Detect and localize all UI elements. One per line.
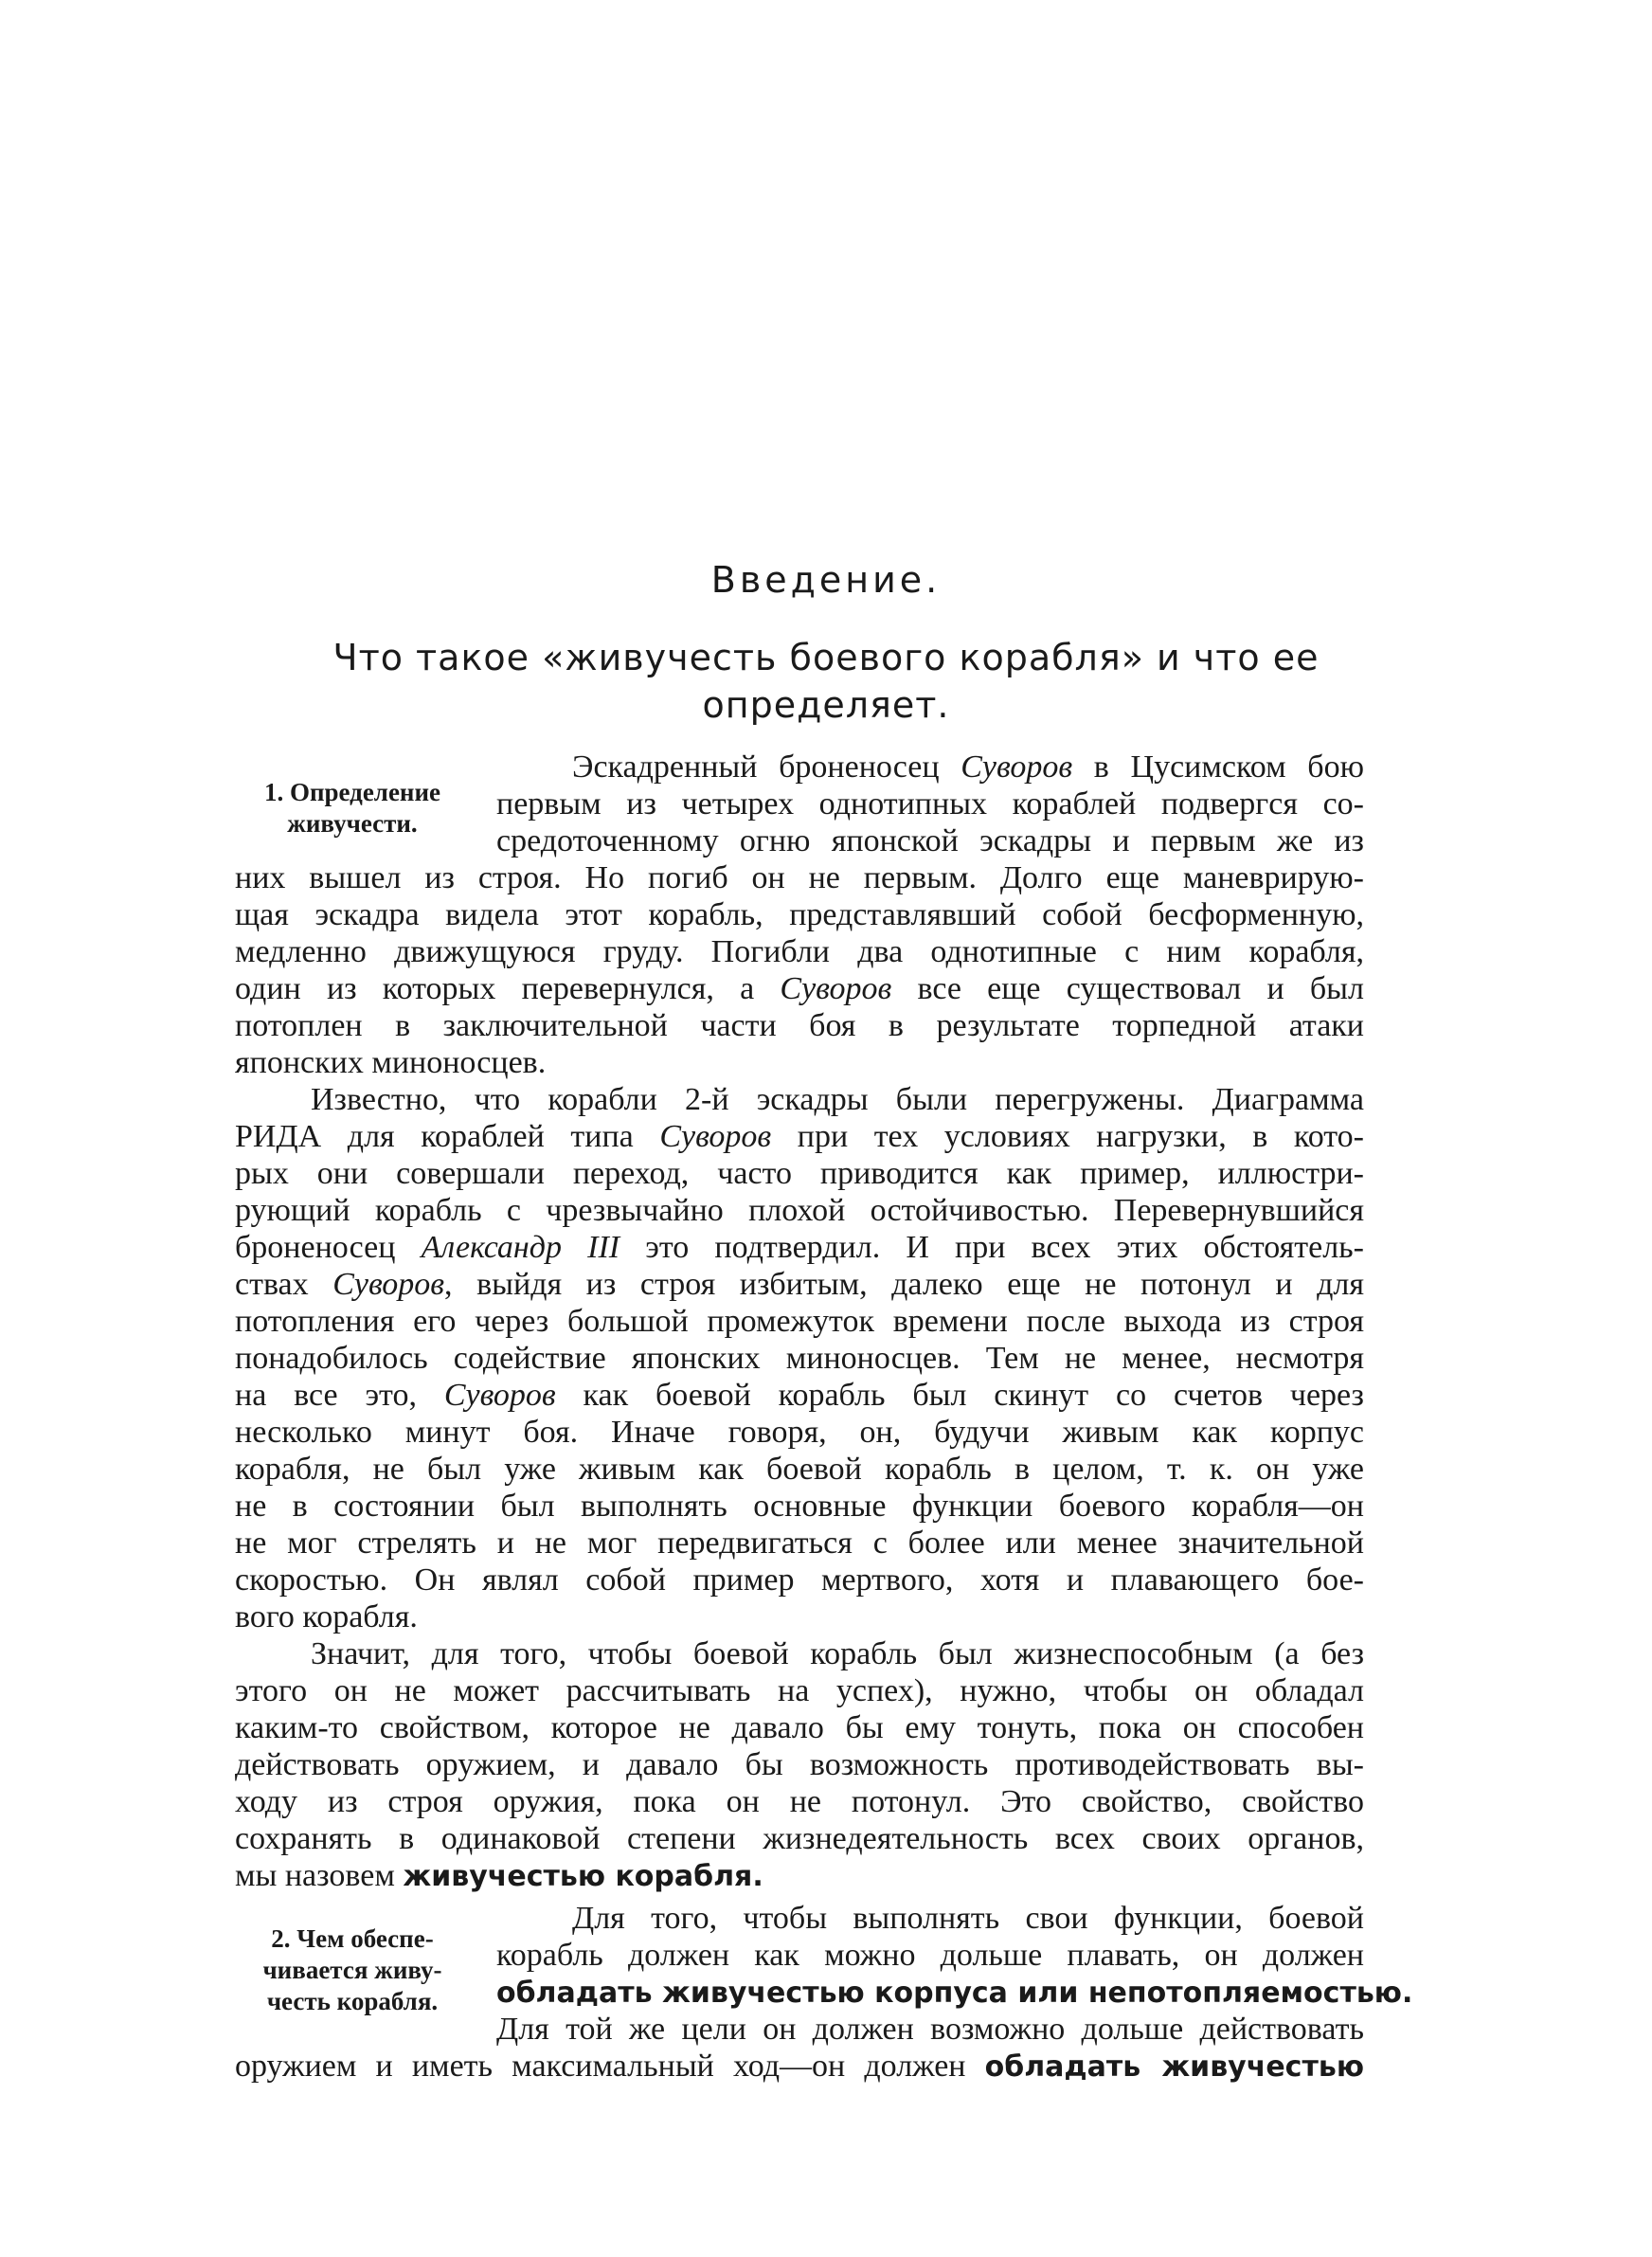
paragraph-line: средоточенному огню японской эскадры и первым же из [496,823,1364,858]
paragraph-line: первым из четырех однотипных кораблей подвергся со- [496,786,1364,822]
paragraph-line: каким-то свойством, которое не давало бы ему тонуть, пока он способен [235,1710,1364,1745]
paragraph-line: ходу из строя оружия, пока он не потонул. Это свойство, свойство [235,1784,1364,1819]
paragraph-line: рующий корабль с чрезвычайно плохой остойчивостью. Перевернувшийся [235,1193,1364,1228]
paragraph-line: ствах Суворов, выйдя из строя избитым, далеко еще не потонул и для [235,1267,1364,1302]
bold-term: обладать живучестью [984,2050,1364,2084]
sidenote-line: чивается живу- [262,1956,442,1984]
paragraph-line: на все это, Суворов как боевой корабль был скинут со счетов через [235,1378,1364,1413]
paragraph-line: не в состоянии был выполнять основные функции боевого корабля—он [235,1489,1364,1524]
paragraph-line: Значит, для того, чтобы боевой корабль был жизнеспособным (а без [311,1636,1364,1671]
sidenote-line: честь корабля. [266,1987,439,2015]
bold-term: живучестью корабля. [403,1860,763,1893]
paragraph-line: мы назовем живучестью корабля. [235,1858,763,1893]
paragraph-line: один из которых перевернулся, а Суворов все еще существовал и был [235,971,1364,1006]
section-heading: Введение. [710,559,942,601]
paragraph-line: потопления его через большой промежуток времени после выхода из строя [235,1304,1364,1339]
paragraph-line [496,1974,1413,2012]
paragraph-line: японских миноносцев. [235,1045,547,1080]
bold-term: обладать живучестью корпуса или непотопляемостью. [496,1977,1413,2010]
paragraph-line: действовать оружием, и давало бы возможность противодействовать вы- [235,1747,1364,1782]
paragraph-line: рых они совершали переход, часто приводится как пример, иллюстри- [235,1156,1364,1191]
paragraph-line: РИДА для кораблей типа Суворов при тех условиях нагрузки, в кото- [235,1119,1364,1154]
paragraph-line: корабля, не был уже живым как боевой корабль в целом, т. к. он уже [235,1452,1364,1487]
paragraph-line: Известно, что корабли 2-й эскадры были перегружены. Диаграмма [311,1082,1364,1117]
paragraph-line: потоплен в заключительной части боя в результате торпедной атаки [235,1008,1364,1043]
paragraph-line: них вышел из строя. Но погиб он не первым. Долго еще маневрирую- [235,860,1364,895]
paragraph-line: несколько минут боя. Иначе говоря, он, будучи живым как корпус [235,1415,1364,1450]
paragraph-line: Для того, чтобы выполнять свои функции, боевой [572,1901,1364,1936]
paragraph-line: сохранять в одинаковой степени жизнедеятельность всех своих органов, [235,1821,1364,1856]
section-subtitle-line-2: определяет. [702,684,950,726]
paragraph-line: скоростью. Он являл собой пример мертвого, хотя и плавающего бое- [235,1562,1364,1598]
paragraph-line: понадобилось содействие японских миноносцев. Тем не менее, несмотря [235,1341,1364,1376]
sidenote-definition [229,777,476,840]
sidenote-ensuring [229,1923,476,2017]
paragraph-line: броненосец Александр III это подтвердил. И при всех этих обстоятель- [235,1230,1365,1265]
paragraph-line: корабль должен как можно дольше плавать, он должен [496,1938,1364,1973]
paragraph-line: щая эскадра видела этот корабль, представлявший собой бесформенную, [235,897,1364,932]
paragraph-line: медленно движущуюся груду. Погибли два однотипные с ним корабля, [235,934,1364,969]
paragraph-line: Для той же цели он должен возможно дольше действовать [496,2012,1364,2047]
paragraph-line: Эскадренный броненосец Суворов в Цусимском бою [572,749,1365,785]
sidenote-line: 1. Определение [263,778,441,806]
paragraph-line: вого корабля. [235,1599,418,1634]
paragraph-line: оружием и иметь максимальный ход—он должен обладать живучестью [235,2049,1364,2084]
sidenote-line: живучести. [287,809,418,838]
paragraph-line: не мог стрелять и не мог передвигаться с более или менее значительной [235,1526,1364,1561]
section-subtitle-line-1: Что такое «живучесть боевого корабля» и что ее [332,637,1320,678]
sidenote-line: 2. Чем обеспе- [271,1924,434,1953]
paragraph-line: этого он не может рассчитывать на успех), нужно, чтобы он обладал [235,1673,1364,1708]
